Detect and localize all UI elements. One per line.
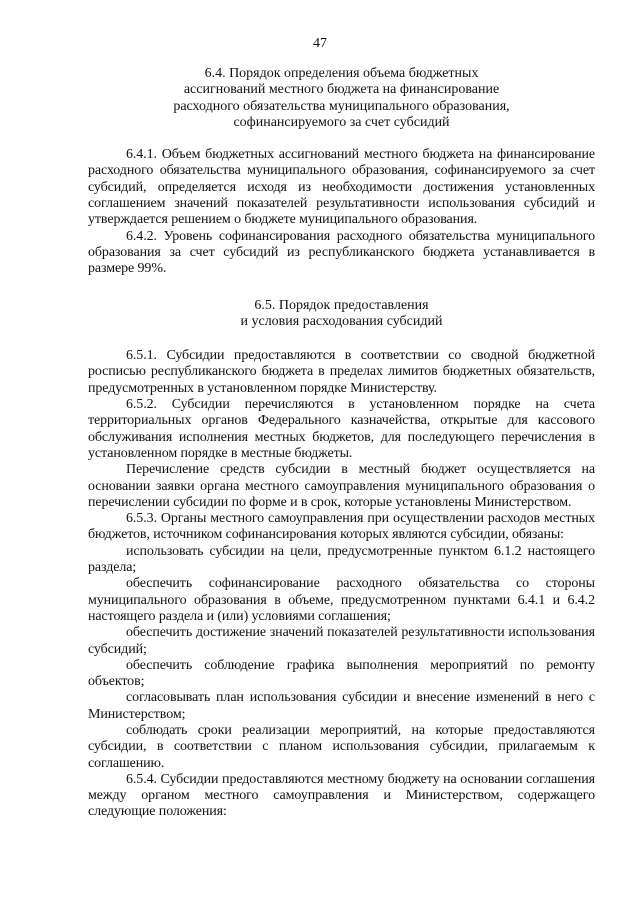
obligation-item: обеспечить соблюдение графика выполнения мероприятий по ремонту объектов; <box>88 657 595 690</box>
heading-line: и условия расходования субсидий <box>240 313 443 329</box>
obligation-item: обеспечить достижение значений показателей результативности использования субсидий; <box>88 625 595 657</box>
obligation-item: соблюдать сроки реализации мероприятий, на которые предоставляются субсидии, в соответствии с планом использования субсидии, прилагаемым к соглашению. <box>88 722 595 771</box>
heading-line: ассигнований местного бюджета на финансирование <box>183 82 500 98</box>
paragraph-6-4-2: 6.4.2. Уровень софинансирования расходного обязательства муниципального образования за счет субсидий из республиканского бюджета устанавливается в размере 99%. <box>88 228 595 277</box>
paragraph-6-5-3: 6.5.3. Органы местного самоуправления при осуществлении расходов местных бюджетов, источником софинансирования которых являются субсидии, обязаны: <box>88 511 595 543</box>
heading-line: 6.4. Порядок определения объема бюджетных <box>204 66 479 81</box>
paragraph-6-5-1: 6.5.1. Субсидии предоставляются в соответствии со сводной бюджетной росписью республиканского бюджета в пределах лимитов бюджетных обязательств, предусмотренных в установленном порядке Министерству. <box>88 348 595 396</box>
section-6-4-heading <box>88 66 595 131</box>
paragraph-6-5-4: 6.5.4. Субсидии предоставляются местному бюджету на основании соглашения между органом местного самоуправления и Министерством, содержащего следующие положения: <box>88 771 595 820</box>
document-body <box>88 66 595 821</box>
heading-line: софинансируемого за счет субсидий <box>233 114 450 130</box>
paragraph-6-4-1: 6.4.1. Объем бюджетных ассигнований местного бюджета на финансирование расходного обязательства муниципального образования, софинансируемого за счет субсидий, определяется исходя из необходимости достижения установленных соглашением значений показателей результативности использования субсидий и утверждается решением о бюджете муниципального образования. <box>88 147 595 228</box>
spacer <box>88 330 595 348</box>
spacer <box>88 278 595 298</box>
page-number: 47 <box>313 36 327 51</box>
obligation-item: согласовывать план использования субсидии и внесение изменений в него с Министерством; <box>88 690 595 722</box>
spacer <box>88 131 595 147</box>
heading-line: 6.5. Порядок предоставления <box>254 297 429 313</box>
obligation-item: использовать субсидии на цели, предусмотренные пунктом 6.1.2 настоящего раздела; <box>88 543 595 576</box>
paragraph-6-5-2: 6.5.2. Субсидии перечисляются в установленном порядке на счета территориальных органов Федерального казначейства, открытые для кассового обслуживания исполнения местных бюджетов, для последующего перечисления в установленном порядке в местные бюджеты. <box>88 397 595 461</box>
section-6-5-heading <box>88 298 595 331</box>
obligation-item: обеспечить софинансирование расходного обязательства со стороны муниципального образования в объеме, предусмотренном пунктами 6.4.1 и 6.4.2 настоящего раздела и (или) условиями соглашения; <box>88 576 595 624</box>
paragraph-transfer: Перечисление средств субсидии в местный бюджет осуществляется на основании заявки органа местного самоуправления муниципального образования о перечислении субсидии по форме и в срок, которые установлены Министерством. <box>88 462 595 510</box>
heading-line: расходного обязательства муниципального образования, <box>173 98 510 114</box>
